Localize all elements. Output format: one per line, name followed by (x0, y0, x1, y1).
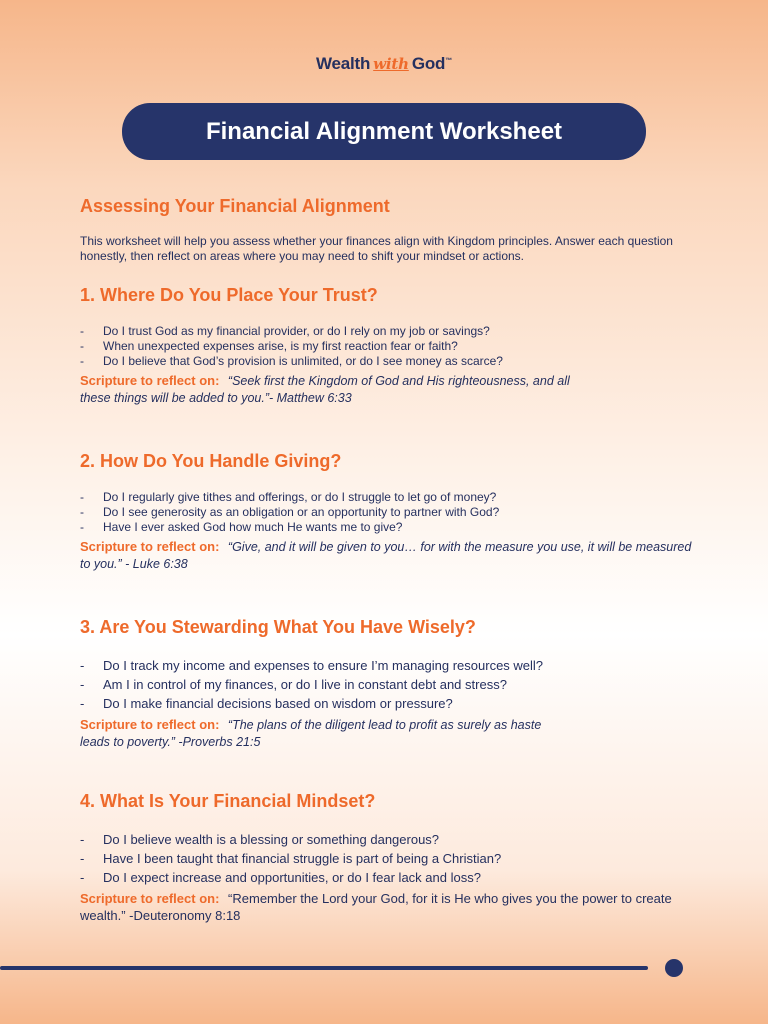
question-list (80, 656, 700, 713)
question-list (80, 324, 700, 369)
intro-text: This worksheet will help you assess whether your finances align with Kingdom principles. Answer each question honestly, then reflect on areas where you may need to shift your mindset or actions. (80, 234, 673, 263)
question-item: - Do I track my income and expenses to ensure I’m managing resources well? (80, 656, 700, 675)
question-item: - Do I regularly give tithes and offerings, or do I struggle to let go of money? (80, 490, 700, 505)
footer-divider (0, 966, 648, 970)
scripture-quote: “The plans of the diligent lead to profit as surely as haste leads to poverty.” -Proverbs 21:5 (80, 718, 542, 749)
question-item: - Do I believe wealth is a blessing or something dangerous? (80, 830, 700, 849)
page-title: Financial Alignment Worksheet (205, 117, 563, 145)
brand-logo (0, 54, 768, 74)
scripture-label: Scripture to reflect on: (80, 373, 220, 388)
question-item: - Am I in control of my finances, or do I live in constant debt and stress? (80, 675, 700, 694)
logo-trademark: ™ (445, 57, 453, 65)
section-title: 3. Are You Stewarding What You Have Wisely? (80, 617, 476, 637)
worksheet-content (80, 196, 700, 924)
scripture-quote: “Give, and it will be given to you… for with the measure you use, it will be measured to you.” - Luke 6:38 (80, 540, 692, 571)
question-item: - Have I been taught that financial struggle is part of being a Christian? (80, 849, 700, 868)
scripture-block (80, 538, 700, 573)
scripture-label: Scripture to reflect on: (80, 891, 220, 906)
scripture-quote: “Seek first the Kingdom of God and His righteousness, and all these things will be added to you.”- Matthew 6:33 (80, 374, 570, 405)
logo-god: God (411, 54, 446, 73)
scripture-label: Scripture to reflect on: (80, 717, 220, 732)
section-stewarding (80, 617, 700, 751)
title-banner (122, 103, 646, 160)
section-mindset (80, 791, 700, 924)
question-item: - Do I make financial decisions based on wisdom or pressure? (80, 694, 700, 713)
section-title: 1. Where Do You Place Your Trust? (80, 285, 378, 305)
section-title: 2. How Do You Handle Giving? (80, 451, 342, 471)
logo-wealth: Wealth (315, 54, 371, 73)
scripture-quote: “Remember the Lord your God, for it is He who gives you the power to create wealth.” -Deuteronomy 8:18 (80, 891, 672, 923)
question-item: - When unexpected expenses arise, is my first reaction fear or faith? (80, 339, 700, 354)
logo-with: with (373, 55, 409, 73)
section-trust (80, 285, 700, 407)
question-item: - Do I see generosity as an obligation or an opportunity to partner with God? (80, 505, 700, 520)
question-list (80, 490, 700, 535)
footer-dot (665, 959, 683, 977)
question-item: - Do I expect increase and opportunities, or do I fear lack and loss? (80, 868, 700, 887)
question-list (80, 830, 700, 887)
section-giving (80, 451, 700, 573)
scripture-block (80, 716, 570, 751)
question-item: - Do I trust God as my financial provider, or do I rely on my job or savings? (80, 324, 700, 339)
scripture-block (80, 890, 700, 924)
question-item: - Do I believe that God’s provision is unlimited, or do I see money as scarce? (80, 354, 700, 369)
main-heading: Assessing Your Financial Alignment (80, 196, 390, 216)
scripture-block (80, 372, 600, 407)
scripture-label: Scripture to reflect on: (80, 539, 220, 554)
question-item: - Have I ever asked God how much He wants me to give? (80, 520, 700, 535)
section-title: 4. What Is Your Financial Mindset? (80, 791, 376, 811)
